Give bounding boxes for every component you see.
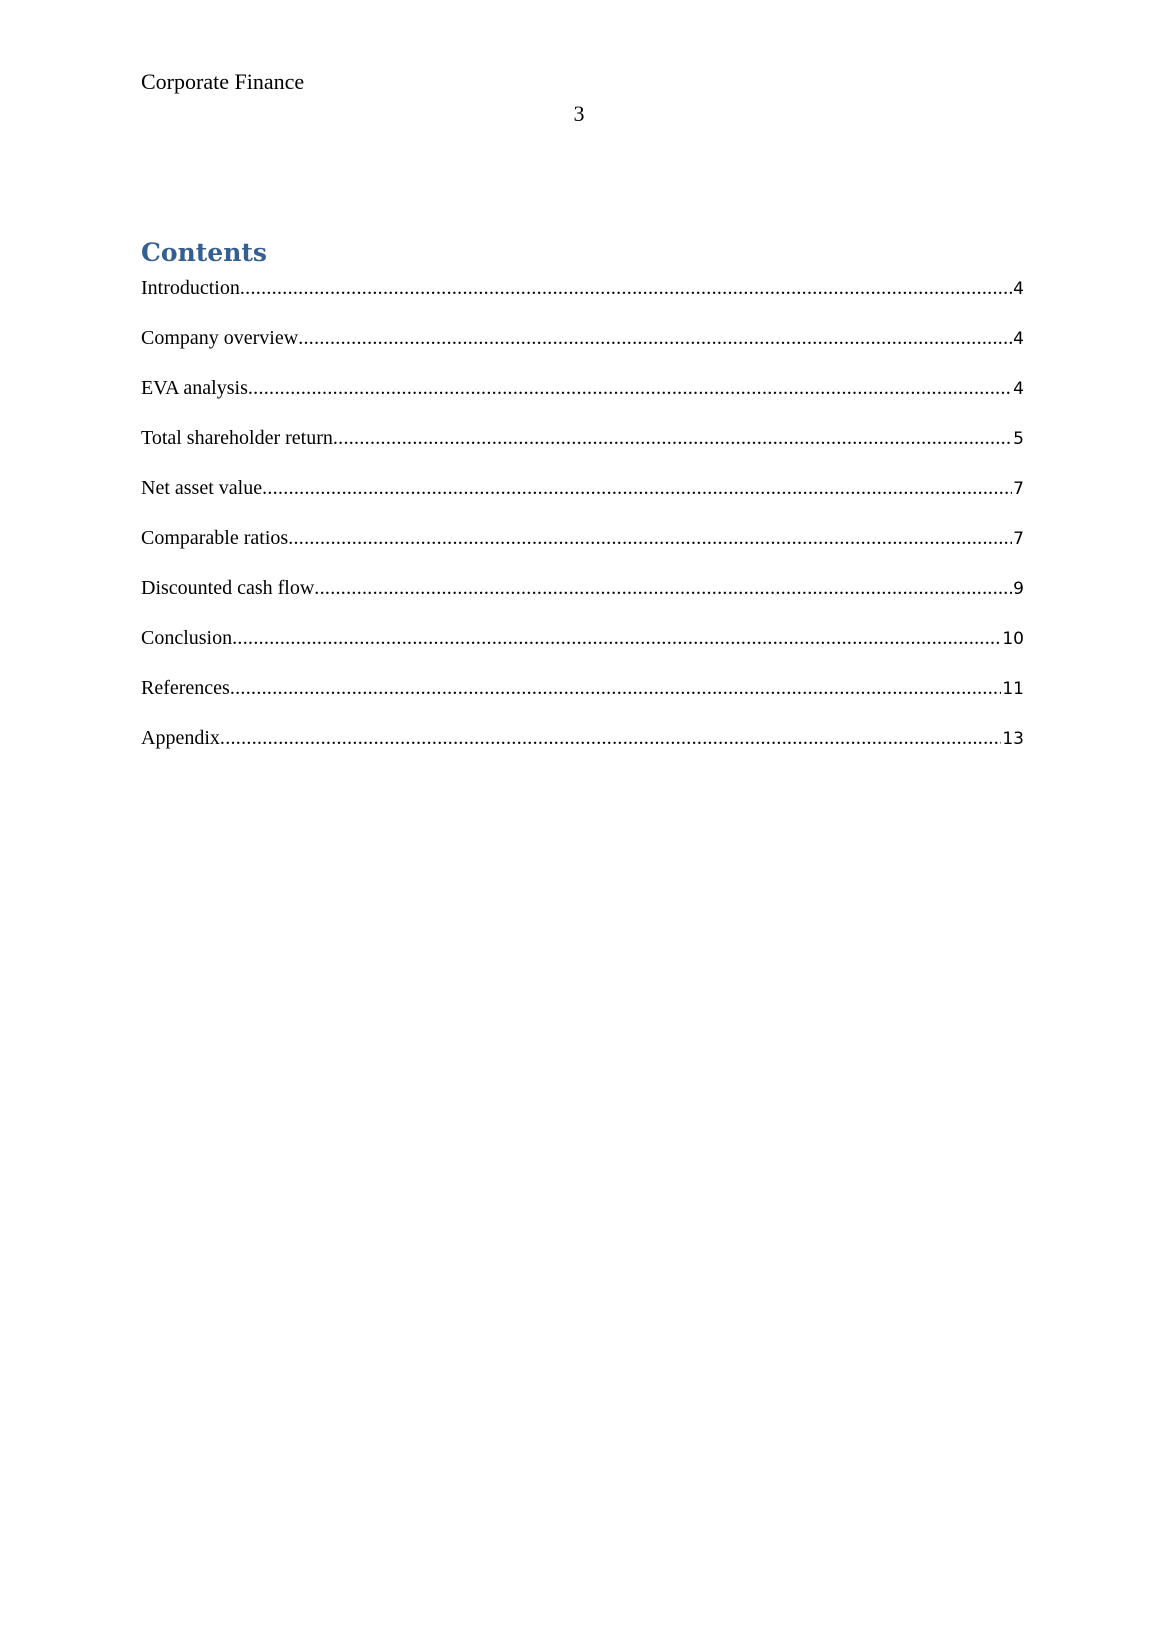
toc-entry-conclusion[interactable] xyxy=(141,624,1024,674)
toc-dot-leader xyxy=(314,574,1012,602)
toc-entry-label: References xyxy=(141,677,230,699)
toc-entry-label: Conclusion xyxy=(141,627,233,649)
toc-entry-page: 7 xyxy=(1013,529,1024,549)
toc-dot-leader xyxy=(333,424,1012,452)
toc-entry-introduction[interactable] xyxy=(141,274,1024,324)
toc-entry-discounted-cash-flow[interactable] xyxy=(141,574,1024,624)
toc-dot-leader xyxy=(220,724,1001,752)
header-title: Corporate Finance xyxy=(141,69,305,94)
toc-dot-leader xyxy=(230,674,1002,702)
toc-entry-label: Net asset value xyxy=(141,477,263,499)
toc-entry-page: 9 xyxy=(1013,579,1024,599)
toc-entry-references[interactable] xyxy=(141,674,1024,724)
toc-dot-leader xyxy=(232,624,1001,652)
toc-entry-page: 10 xyxy=(1002,629,1024,649)
toc-entry-total-shareholder-return[interactable] xyxy=(141,424,1024,474)
toc-entry-page: 4 xyxy=(1013,379,1024,399)
toc-entry-page: 11 xyxy=(1002,679,1024,699)
toc-heading: Contents xyxy=(141,238,268,267)
toc-entry-label: Total shareholder return xyxy=(141,427,333,449)
toc-dot-leader xyxy=(298,324,1012,352)
toc-entry-label: Appendix xyxy=(141,727,220,749)
toc-entry-page: 13 xyxy=(1002,729,1024,749)
toc-entry-page: 5 xyxy=(1013,429,1024,449)
toc-entry-label: EVA analysis xyxy=(141,377,248,399)
toc-entry-eva-analysis[interactable] xyxy=(141,374,1024,424)
toc-entry-page: 4 xyxy=(1013,329,1024,349)
toc-entry-label: Comparable ratios xyxy=(141,527,289,549)
toc-entry-net-asset-value[interactable] xyxy=(141,474,1024,524)
toc-entry-label: Discounted cash flow xyxy=(141,577,315,599)
toc-entry-comparable-ratios[interactable] xyxy=(141,524,1024,574)
toc-dot-leader xyxy=(288,524,1012,552)
toc-entry-page: 4 xyxy=(1013,279,1024,299)
toc-dot-leader xyxy=(262,474,1012,502)
toc-entry-appendix[interactable] xyxy=(141,724,1024,774)
toc-entry-page: 7 xyxy=(1013,479,1024,499)
toc-dot-leader xyxy=(240,274,1012,302)
toc-entry-company-overview[interactable] xyxy=(141,324,1024,374)
toc-dot-leader xyxy=(248,374,1012,402)
toc-entry-label: Company overview xyxy=(141,327,299,349)
table-of-contents xyxy=(141,274,1024,774)
toc-entry-label: Introduction xyxy=(141,277,240,299)
page-number: 3 xyxy=(573,101,585,126)
